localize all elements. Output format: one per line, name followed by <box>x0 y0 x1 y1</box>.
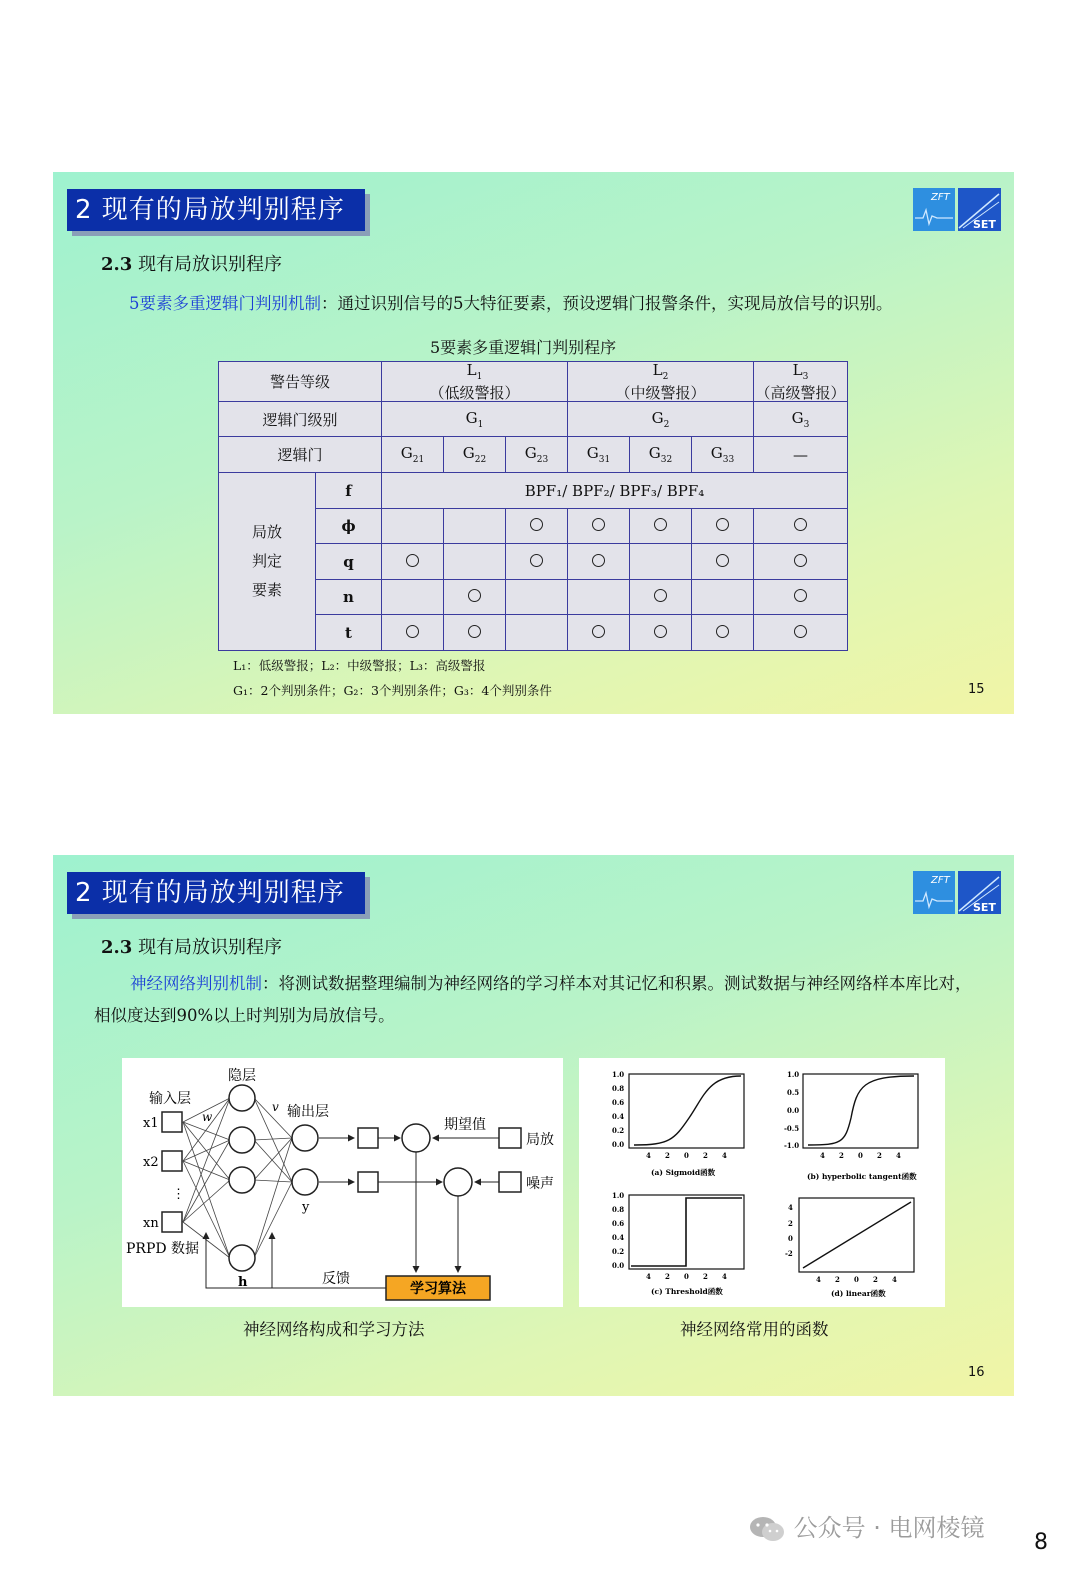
label-xn: xn <box>143 1216 159 1231</box>
element-label: q <box>316 544 382 580</box>
hidden-node <box>229 1085 255 1111</box>
criterion-mark-icon <box>468 589 481 602</box>
compare-node <box>444 1168 472 1196</box>
section-number: 2.3 <box>101 937 133 958</box>
xtick: 2 <box>703 1272 708 1281</box>
ytick: 0.2 <box>612 1126 625 1135</box>
criterion-cell <box>754 509 848 544</box>
ytick: 1.0 <box>787 1070 800 1079</box>
nn-structure-caption: 神经网络构成和学习方法 <box>243 1320 425 1339</box>
xtick: 2 <box>703 1151 708 1160</box>
row-f <box>219 473 848 509</box>
ytick: 0.0 <box>787 1106 800 1115</box>
criterion-mark-icon <box>592 625 605 638</box>
threshold-curve <box>631 1198 742 1266</box>
label-w: w <box>202 1110 213 1124</box>
xtick: 4 <box>892 1275 897 1284</box>
label-noise: 噪声 <box>526 1176 554 1192</box>
sigmoid-curve <box>634 1076 741 1145</box>
logo-text-set: SET <box>973 218 996 231</box>
section-heading <box>101 933 282 959</box>
criterion-mark-icon <box>592 554 605 567</box>
section-title: 现有局放识别程序 <box>138 937 283 958</box>
ytick: 4 <box>788 1203 793 1212</box>
criterion-cell <box>692 509 754 544</box>
ytick: 0.8 <box>612 1084 625 1093</box>
document-page-number: 8 <box>1034 1530 1048 1555</box>
gate-label: 逻辑门 <box>219 437 382 473</box>
ytick: 1.0 <box>612 1191 625 1200</box>
ytick: 0.4 <box>612 1112 625 1121</box>
pd-elements-label: 局放 判定 要素 <box>219 473 316 651</box>
label-dots: ⋮ <box>172 1187 185 1202</box>
para-highlight: 神经网络判别机制 <box>130 974 262 993</box>
section-title: 现有局放识别程序 <box>138 254 283 275</box>
nn-functions-figure <box>579 1058 945 1307</box>
xtick: 4 <box>722 1151 727 1160</box>
criterion-cell <box>444 544 506 580</box>
element-label: n <box>316 580 382 615</box>
criterion-cell <box>506 544 568 580</box>
gate-dash: — <box>754 437 848 473</box>
label-x1: x1 <box>143 1116 159 1131</box>
slide-title: 2 现有的局放判别程序 <box>67 872 365 914</box>
criterion-cell <box>754 544 848 580</box>
criterion-mark-icon <box>716 518 729 531</box>
plot-threshold <box>612 1191 744 1296</box>
criterion-cell <box>692 615 754 651</box>
element-label: ϕ <box>316 509 382 544</box>
ytick: 1.0 <box>612 1070 625 1079</box>
label-pd: 局放 <box>526 1132 554 1148</box>
label-x2: x2 <box>143 1155 159 1170</box>
gate-g21: $G_{21}$ <box>382 437 444 473</box>
gate-level-g3: $G_3$ <box>754 402 848 437</box>
element-f-label: f <box>316 473 382 509</box>
ytick: 0.8 <box>612 1205 625 1214</box>
label-y: y <box>302 1200 310 1215</box>
xtick: 4 <box>816 1275 821 1284</box>
plot-sigmoid <box>612 1070 744 1177</box>
criterion-mark-icon <box>794 554 807 567</box>
page-number: 15 <box>968 682 985 697</box>
logo-text-zft: ZFT <box>931 875 950 886</box>
logo-text-zft: ZFT <box>931 192 950 203</box>
criterion-cell <box>382 544 444 580</box>
criterion-cell <box>754 580 848 615</box>
xtick: 0 <box>684 1151 689 1160</box>
label-output-layer: 输出层 <box>287 1104 329 1120</box>
criterion-cell <box>444 580 506 615</box>
label-h: h <box>238 1275 248 1290</box>
level-l2: $L_2$ （中级警报） <box>568 362 754 402</box>
criterion-mark-icon <box>530 518 543 531</box>
criterion-cell <box>382 580 444 615</box>
criterion-cell <box>630 509 692 544</box>
noise-target-box <box>499 1172 521 1192</box>
criterion-cell <box>630 615 692 651</box>
ytick: 0.5 <box>787 1088 800 1097</box>
linear-curve <box>803 1202 911 1268</box>
xtick: 4 <box>820 1151 825 1160</box>
ytick: 0.6 <box>612 1098 625 1107</box>
criterion-cell <box>444 509 506 544</box>
ytick: 0.0 <box>612 1140 625 1149</box>
ytick: 0.2 <box>612 1247 625 1256</box>
slide-title: 2 现有的局放判别程序 <box>67 189 365 231</box>
watermark-text: 公众号 · 电网棱镜 <box>793 1514 985 1542</box>
criterion-mark-icon <box>654 625 667 638</box>
input-node <box>162 1112 182 1132</box>
compare-node <box>402 1124 430 1152</box>
plot-tanh <box>784 1070 918 1181</box>
criterion-mark-icon <box>716 625 729 638</box>
gate-level-label: 逻辑门级别 <box>219 402 382 437</box>
criterion-mark-icon <box>794 625 807 638</box>
criterion-cell <box>754 615 848 651</box>
gate-g33: $G_{33}$ <box>692 437 754 473</box>
xtick: 4 <box>646 1151 651 1160</box>
xtick: 2 <box>873 1275 878 1284</box>
output-node <box>292 1169 318 1195</box>
criterion-cell <box>506 580 568 615</box>
warning-level-label: 警告等级 <box>219 362 382 402</box>
output-node <box>292 1125 318 1151</box>
ytick: 0 <box>788 1234 793 1243</box>
label-hidden-layer: 隐层 <box>228 1068 256 1084</box>
xtick: 0 <box>858 1151 863 1160</box>
logic-gate-table <box>218 361 848 651</box>
input-node <box>162 1151 182 1171</box>
gate-level-g2: $G_2$ <box>568 402 754 437</box>
para-body: ：将测试数据整理编制为神经网络的学习样本对其记忆和积累。测试数据与神经网络样本库比对，相似度达到90%以上时判别为局放信号。 <box>94 974 972 1025</box>
criterion-mark-icon <box>794 589 807 602</box>
section-heading <box>101 250 282 276</box>
plot-caption: (a) Sigmoid函数 <box>651 1168 716 1177</box>
intro-text <box>129 290 893 314</box>
xtick: 4 <box>722 1272 727 1281</box>
input-node <box>162 1212 182 1232</box>
page-number: 16 <box>968 1365 985 1380</box>
level-legend-note: L₁：低级警报；L₂：中级警报；L₃：高级警报 <box>233 658 486 673</box>
ytick: -2 <box>785 1249 793 1258</box>
criterion-cell <box>382 615 444 651</box>
gate-legend-note: G₁：2个判别条件；G₂：3个判别条件；G₃：4个判别条件 <box>233 683 552 698</box>
table-caption: 5要素多重逻辑门判别程序 <box>430 338 617 357</box>
nn-structure-figure <box>122 1058 563 1307</box>
wechat-icon <box>748 1515 786 1543</box>
criterion-cell <box>382 509 444 544</box>
hidden-node <box>229 1245 255 1271</box>
criterion-mark-icon <box>716 554 729 567</box>
gate-g23: $G_{23}$ <box>506 437 568 473</box>
ytick: -0.5 <box>784 1124 800 1133</box>
criterion-mark-icon <box>592 518 605 531</box>
slide-16 <box>53 855 1014 1396</box>
level-l1: $L_1$ （低级警报） <box>382 362 568 402</box>
label-prpd-data: PRPD 数据 <box>126 1241 200 1257</box>
criterion-cell <box>568 615 630 651</box>
criterion-mark-icon <box>530 554 543 567</box>
slide-15 <box>53 172 1014 714</box>
label-input-layer: 输入层 <box>149 1091 191 1107</box>
criterion-cell <box>506 615 568 651</box>
xtick: 2 <box>665 1151 670 1160</box>
intro-body: ：通过识别信号的5大特征要素，预设逻辑门报警条件，实现局放信号的识别。 <box>321 294 893 313</box>
criterion-cell <box>630 544 692 580</box>
criterion-cell <box>444 615 506 651</box>
row-warning-level <box>219 362 848 402</box>
nn-functions-caption: 神经网络常用的函数 <box>680 1320 829 1339</box>
element-label: t <box>316 615 382 651</box>
plot-caption: (c) Threshold函数 <box>651 1287 723 1296</box>
ytick: -1.0 <box>784 1141 800 1150</box>
label-expected: 期望值 <box>444 1117 486 1133</box>
criterion-cell <box>568 544 630 580</box>
label-v: v <box>272 1100 279 1114</box>
level-l3: $L_3$ （高级警报） <box>755 361 846 402</box>
criterion-mark-icon <box>654 518 667 531</box>
xtick: 4 <box>646 1272 651 1281</box>
criterion-cell <box>506 509 568 544</box>
zft-set-logo <box>913 871 1001 914</box>
row-gates <box>219 437 848 473</box>
pd-target-box <box>499 1128 521 1148</box>
hidden-node <box>229 1127 255 1153</box>
output-box <box>358 1172 378 1192</box>
ytick: 0.4 <box>612 1233 625 1242</box>
plot-caption: (b) hyperbolic tangent函数 <box>807 1172 917 1181</box>
xtick: 2 <box>877 1151 882 1160</box>
ytick: 2 <box>788 1219 793 1228</box>
logo-text-set: SET <box>973 901 996 914</box>
criterion-cell <box>692 544 754 580</box>
criterion-cell <box>692 580 754 615</box>
section-number: 2.3 <box>101 254 133 275</box>
xtick: 4 <box>896 1151 901 1160</box>
row-gate-level <box>219 402 848 437</box>
criterion-mark-icon <box>794 518 807 531</box>
xtick: 2 <box>839 1151 844 1160</box>
plot-linear <box>785 1198 914 1298</box>
gate-g32: $G_{32}$ <box>630 437 692 473</box>
output-box <box>358 1128 378 1148</box>
ytick: 0.6 <box>612 1219 625 1228</box>
xtick: 0 <box>684 1272 689 1281</box>
tanh-curve <box>808 1076 914 1145</box>
criterion-cell <box>568 580 630 615</box>
gate-g31: $G_{31}$ <box>568 437 630 473</box>
xtick: 2 <box>835 1275 840 1284</box>
hidden-node <box>229 1167 255 1193</box>
label-learning-algorithm: 学习算法 <box>410 1281 466 1297</box>
zft-set-logo <box>913 188 1001 231</box>
ytick: 0.0 <box>612 1261 625 1270</box>
nn-paragraph <box>94 968 984 1032</box>
watermark <box>748 1508 985 1543</box>
criterion-cell <box>630 580 692 615</box>
intro-highlight: 5要素多重逻辑门判别机制 <box>129 294 321 313</box>
plot-caption: (d) linear函数 <box>831 1289 886 1298</box>
gate-g22: $G_{22}$ <box>444 437 506 473</box>
criterion-mark-icon <box>406 554 419 567</box>
element-f-value: BPF₁/ BPF₂/ BPF₃/ BPF₄ <box>382 473 848 509</box>
gate-level-g1: $G_1$ <box>382 402 568 437</box>
xtick: 2 <box>665 1272 670 1281</box>
xtick: 0 <box>854 1275 859 1284</box>
criterion-mark-icon <box>406 625 419 638</box>
criterion-mark-icon <box>654 589 667 602</box>
criterion-cell <box>568 509 630 544</box>
label-feedback: 反馈 <box>322 1271 350 1287</box>
criterion-mark-icon <box>468 625 481 638</box>
